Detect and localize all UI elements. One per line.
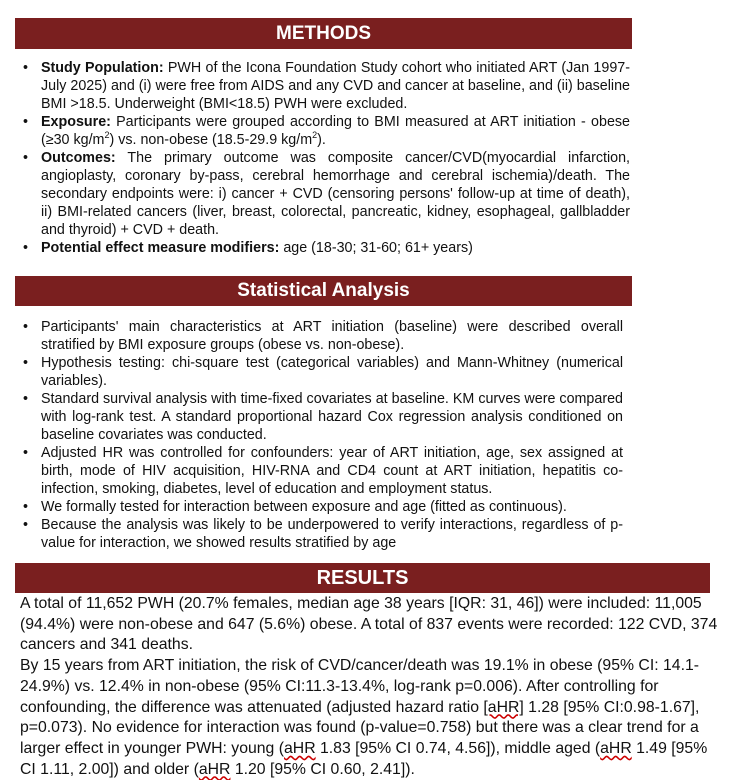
list-item — [18, 318, 623, 354]
list-item — [18, 354, 623, 390]
results-text-span: 1.28 [95% CI:0.98-1.67], p=0.073). No evidence for interaction was found (p-value=0.758) but there was a clear trend for a larger effect in younger PWH: young ( — [20, 698, 700, 757]
item-label: Exposure: — [41, 114, 111, 130]
item-text: Because the analysis was likely to be underpowered to verify interactions, regardless of p-value for interaction, we showed results stratified by age — [41, 517, 623, 551]
item-text: cancer + CVD (censoring persons' follow-up at time of death), ii) BMI-related cancers (liver, breast, colorectal, pancreatic, kidney, esophageal, gallbladder and thyroid) + CVD + death. — [41, 186, 631, 238]
results-text-span: 1.49 [95% CI 1.11, 2.00]) and older ( — [20, 739, 708, 778]
item-text: Participants' main characteristics at ART initiation (baseline) were described overall stratified by BMI exposure groups (obese vs. non-obese). — [41, 319, 623, 353]
item-text: Standard survival analysis with time-fixed covariates at baseline. KM curves were compared with log-rank test. A standard proportional hazard Cox regression analysis conditioned on baseline covariates was conducted. — [41, 391, 623, 443]
superscript: 2 — [104, 130, 110, 141]
methods-list — [18, 59, 630, 257]
list-item — [18, 444, 623, 498]
item-text: Adjusted HR was controlled for confounders: year of ART initiation, age, sex assigned at birth, mode of HIV acquisition, HIV-RNA and CD4 count at ART initiation, hepatitis co-infection, smoking, diabetes, level of education and employment status. — [41, 445, 623, 497]
item-text: The primary outcome was composite cancer/CVD(myocardial infarction, angioplasty, coronary by-pass, cerebral hemorrhage and cerebral ischemia)/death. The secondary endpoints were: — [41, 150, 630, 202]
list-item — [18, 113, 630, 149]
bullet-icon: • — [23, 445, 29, 461]
list-item — [18, 59, 630, 113]
statistical-analysis-list — [18, 318, 623, 552]
list-item — [18, 149, 630, 239]
bullet-icon: • — [23, 150, 29, 166]
item-text: age (18-30; 31-60; 61+ years) — [279, 240, 473, 256]
methods-heading: METHODS — [15, 18, 632, 49]
bullet-icon: • — [23, 240, 29, 256]
spellcheck-flag: [aHR] — [483, 698, 524, 716]
results-text-span: 1.20 [95% CI 0.60, 2.41]). — [230, 760, 415, 778]
item-label: Potential effect measure modifiers: — [41, 240, 280, 256]
spellcheck-flag: aHR — [284, 739, 316, 757]
item-text: (i) — [138, 78, 152, 94]
item-text: We formally tested for interaction between exposure and age (fitted as continuous). — [41, 499, 567, 515]
bullet-icon: • — [23, 319, 29, 335]
list-item — [18, 390, 623, 444]
results-paragraph — [20, 656, 720, 780]
item-text: PWH of the Icona Foundation Study cohort who initiated ART (Jan 1997-July 2025) and — [41, 60, 630, 94]
results-paragraph: A total of 11,652 PWH (20.7% females, median age 38 years [IQR: 31, 46]) were included: 11,005 (94.4%) were non-obese and 647 (5.6%) obese. A total of 837 events were recorded: 122 CVD, 374 cancers and 341 deaths. — [20, 595, 718, 654]
bullet-icon: • — [23, 114, 29, 130]
item-text: Hypothesis testing: chi-square test (categorical variables) and Mann-Whitney (numerical variables). — [41, 355, 623, 389]
statistical-analysis-heading: Statistical Analysis — [15, 276, 632, 306]
bullet-icon: • — [23, 517, 29, 533]
spellcheck-flag: aHR — [600, 739, 632, 757]
bullet-icon: • — [23, 355, 29, 371]
bullet-icon: • — [23, 391, 29, 407]
results-heading: RESULTS — [15, 563, 710, 593]
item-text: Participants were grouped according to BMI measured at ART initiation - obese (≥30 kg/m — [41, 114, 630, 148]
item-text: ). — [317, 132, 326, 148]
spellcheck-flag: aHR — [198, 760, 231, 778]
item-label: Study Population: — [41, 60, 164, 76]
item-text: were free from AIDS and any CVD and cancer at baseline, and (ii) baseline BMI >18.5. Underweight (BMI<18.5) PWH were excluded. — [41, 78, 631, 112]
results-text-span: 1.83 [95% CI 0.74, 4.56]), middle aged ( — [315, 739, 601, 757]
list-item — [18, 239, 630, 257]
results-body — [20, 594, 720, 780]
item-text: i) — [218, 186, 227, 202]
results-text-span: By 15 years from ART initiation, the risk of CVD/cancer/death was 19.1% in obese (95% CI: 14.1-24.9%) vs. 12.4% in non-obese (95% CI:11.3-13.4%, log-rank p=0.006). After controlling for confounding, the difference was attenuated (adjusted hazard ratio — [20, 657, 700, 716]
list-item — [18, 498, 623, 516]
item-text: ) vs. non-obese (18.5-29.9 kg/m — [109, 132, 313, 148]
list-item — [18, 516, 623, 552]
superscript: 2 — [312, 130, 318, 141]
bullet-icon: • — [23, 60, 29, 76]
item-label: Outcomes: — [41, 150, 116, 166]
bullet-icon: • — [23, 499, 29, 515]
